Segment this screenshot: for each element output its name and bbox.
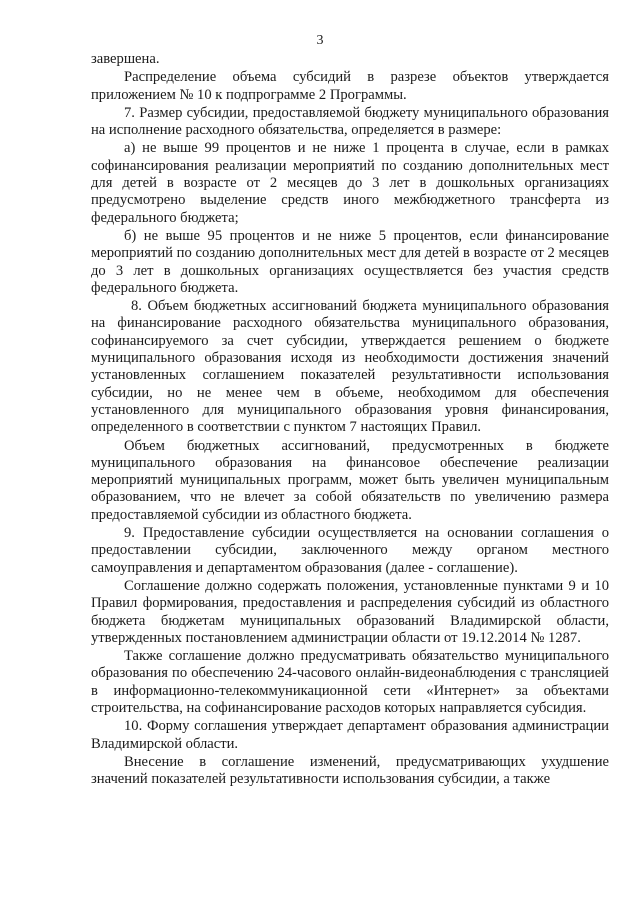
document-body xyxy=(91,51,609,789)
paragraph-item-7a: а) не выше 99 процентов и не ниже 1 процента в случае, если в рамках софинансирования реализации мероприятий по созданию дополнительных мест для детей в возрасте от 2 месяцев до 3 лет в дошкольных организациях предусмотрено выделение средств иного межбюджетного трансферта из федерального бюджета; xyxy=(91,140,609,226)
paragraph-continuation: завершена. xyxy=(91,51,160,67)
page-number: 3 xyxy=(316,33,324,48)
paragraph-amendments: Внесение в соглашение изменений, предусматривающих ухудшение значений показателей результативности использования субсидии, а также xyxy=(91,753,609,788)
paragraph-item-7b: б) не выше 95 процентов и не ниже 5 процентов, если финансирование мероприятий по созданию дополнительных мест для детей в возрасте от 2 месяцев до 3 лет в дошкольных организациях осуществляется без участия средств федерального бюджета. xyxy=(91,227,609,296)
paragraph-item-8: 8. Объем бюджетных ассигнований бюджета муниципального образования на финансирование расходного обязательства муниципального образования, софинансируемого за счет субсидии, утверждается решением о бюджете муниципального образования исходя из необходимости достижения значений установленных соглашением показателей результативности использования субсидии, но не менее чем в объеме, необходимом для обеспечения установленного для муниципального образования уровня финансирования, определенного в соответствии с пунктом 7 настоящих Правил. xyxy=(91,298,609,436)
paragraph-item-7: 7. Размер субсидии, предоставляемой бюджету муниципального образования на исполнение расходного обязательства, определяется в размере: xyxy=(91,104,609,139)
paragraph-agreement-content: Соглашение должно содержать положения, установленные пунктами 9 и 10 Правил формирования, предоставления и распределения субсидий из областного бюджета бюджетам муниципальных образований Владимирской области, утвержденных постановлением администрации области от 19.12.2014 № 1287. xyxy=(91,577,609,646)
paragraph-budget-volume: Объем бюджетных ассигнований, предусмотренных в бюджете муниципального образования на финансовое обеспечение реализации мероприятий муниципальных программ, может быть увеличен муниципальным образованием, что не влечет за собой обязательств по увеличению размера предоставляемой субсидии из областного бюджета. xyxy=(91,437,609,523)
paragraph-item-9: 9. Предоставление субсидии осуществляется на основании соглашения о предоставлении субсидии, заключенного между органом местного самоуправления и департаментом образования (далее - соглашение). xyxy=(91,525,609,576)
paragraph-item-10: 10. Форму соглашения утверждает департамент образования администрации Владимирской области. xyxy=(91,718,609,752)
paragraph-distribution: Распределение объема субсидий в разрезе объектов утверждается приложением № 10 к подпрограмме 2 Программы. xyxy=(91,69,609,103)
paragraph-video-surveillance: Также соглашение должно предусматривать обязательство муниципального образования по обеспечению 24-часового онлайн-видеонаблюдения с трансляцией в информационно-телекоммуникационной сети «Интернет» за объектами строительства, на софинансирование расходов которых направляется субсидия. xyxy=(91,648,609,716)
